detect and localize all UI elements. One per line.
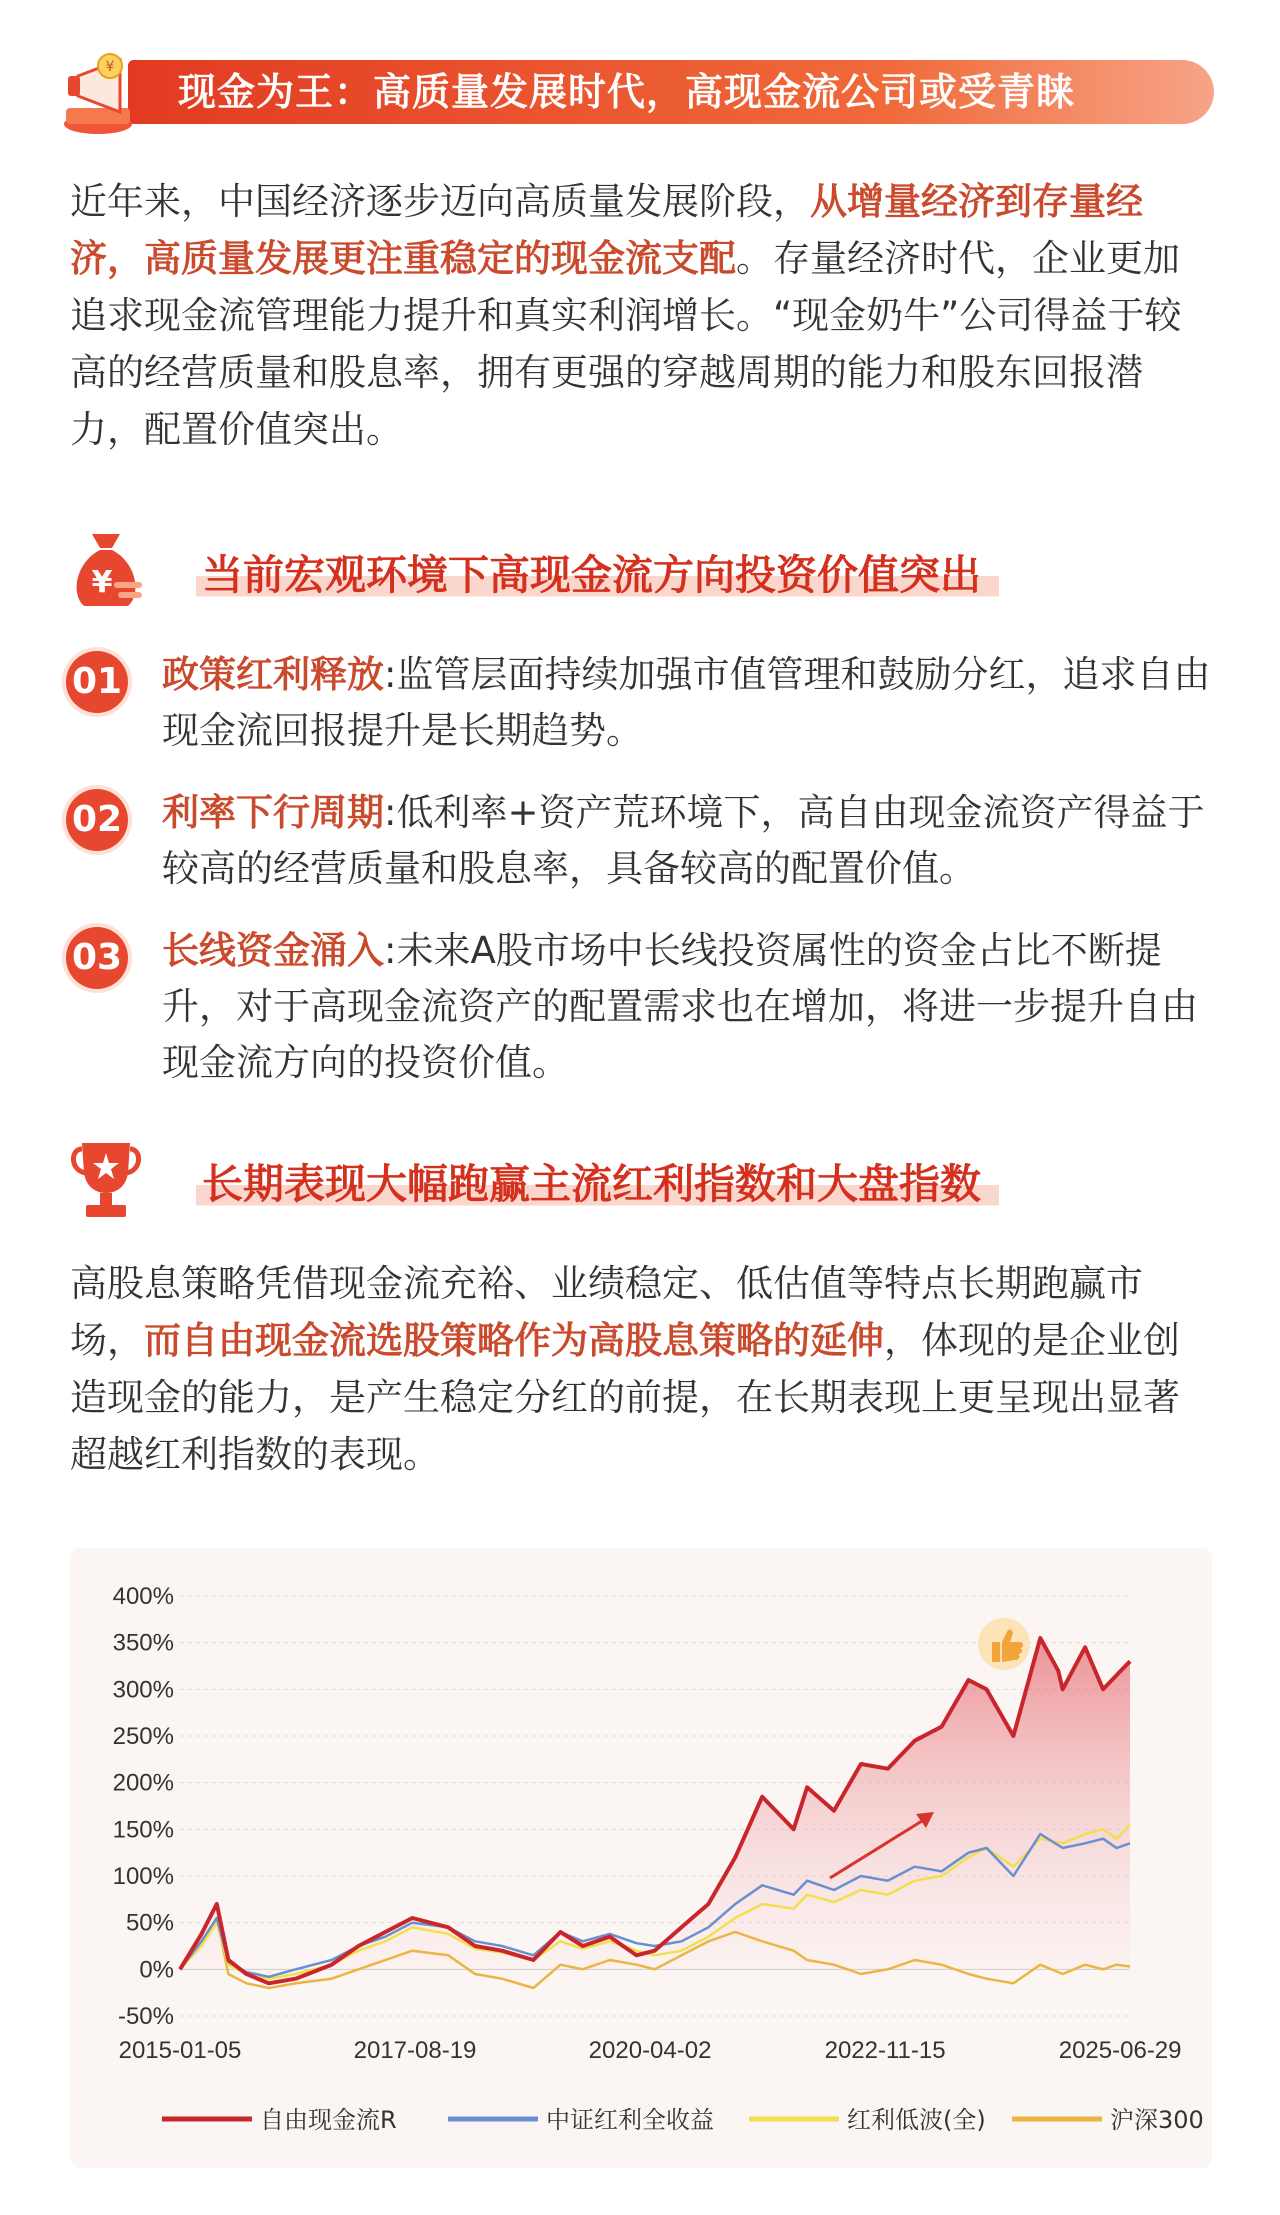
y-tick-label: 400% (112, 1583, 174, 1610)
y-tick-label: 200% (112, 1769, 174, 1797)
title-banner (58, 50, 1214, 134)
item-number-badge: 03 (66, 927, 128, 989)
trophy-icon (66, 1133, 146, 1223)
performance-line-chart (70, 1548, 1212, 2168)
y-tick-label: 300% (112, 1676, 174, 1704)
item-lead: 长线资金涌入 (162, 929, 384, 972)
legend-label: 自由现金流R (260, 2106, 397, 2134)
item-body (162, 785, 1212, 897)
item-body (162, 647, 1212, 759)
list-item (66, 785, 1216, 897)
section-1-heading (66, 524, 1226, 614)
intro-text-post: 。存量经济时代，企业更加追求现金流管理能力提升和真实利润增长。“现金奶牛”公司得益于较高的经营质量和股息率，拥有更强的穿越周期的能力和股东回报潜力，配置价值突出。 (70, 237, 1182, 451)
section-1-title: 当前宏观环境下高现金流方向投资价值突出 (196, 542, 999, 601)
y-tick-label: 100% (112, 1863, 174, 1890)
y-tick-label: 250% (112, 1723, 174, 1750)
section-2-text-pre: 高股息策略凭借现金流充裕、业绩稳定、低估值等特点长期跑赢市场， (70, 1262, 1143, 1362)
item-number-badge: 01 (66, 651, 128, 713)
item-text: :低利率+资产荒环境下，高自由现金流资产得益于较高的经营质量和股息率，具备较高的配置价值。 (162, 791, 1205, 890)
y-tick-label: 150% (112, 1816, 174, 1844)
y-tick-label: 50% (125, 1909, 174, 1937)
item-number-badge: 02 (66, 789, 128, 851)
intro-text-pre: 近年来，中国经济逐步迈向高质量发展阶段， (70, 180, 810, 223)
section-2-heading (66, 1133, 1226, 1223)
list-item (66, 647, 1216, 759)
svg-text:¥: ¥ (91, 565, 113, 600)
x-tick-label: 2025-06-29 (1058, 2037, 1182, 2064)
y-tick-label: -50% (117, 2003, 174, 2030)
section-2-title: 长期表现大幅跑赢主流红利指数和大盘指数 (196, 1151, 999, 1210)
intro-paragraph (70, 173, 1210, 458)
y-tick-label: 0% (139, 1956, 174, 1984)
legend-label: 红利低波(全) (847, 2106, 986, 2134)
legend-label: 中证红利全收益 (546, 2106, 714, 2134)
item-text: :未来A股市场中长线投资属性的资金占比不断提升，对于高现金流资产的配置需求也在增加，将进一步提升自由现金流方向的投资价值。 (162, 929, 1198, 1084)
x-tick-label: 2015-01-05 (118, 2037, 242, 2064)
x-tick-label: 2017-08-19 (353, 2037, 477, 2064)
money-megaphone-icon (58, 50, 154, 140)
section-2-text-post: ，体现的是企业创造现金的能力，是产生稳定分红的前提，在长期表现上更呈现出显著超越红利指数的表现。 (70, 1319, 1180, 1476)
section-2-paragraph (70, 1255, 1210, 1483)
legend-label: 沪深300 (1110, 2106, 1204, 2134)
item-lead: 利率下行周期 (162, 791, 384, 834)
money-bag-icon (66, 524, 146, 614)
x-tick-label: 2020-04-02 (588, 2037, 712, 2064)
thumbs-up-icon (978, 1618, 1030, 1670)
intro-highlight: 从增量经济到存量经济，高质量发展更注重稳定的现金流支配 (70, 180, 1143, 280)
item-text: :监管层面持续加强市值管理和鼓励分红，追求自由现金流回报提升是长期趋势。 (162, 653, 1211, 752)
y-tick-label: 350% (112, 1629, 174, 1657)
x-tick-label: 2022-11-15 (824, 2037, 946, 2064)
banner-title: 现金为王：高质量发展时代，高现金流公司或受青睐 (178, 70, 1076, 114)
section-2-highlight: 而自由现金流选股策略作为高股息策略的延伸 (144, 1319, 884, 1362)
list-item (66, 923, 1216, 1093)
item-body (162, 923, 1212, 1091)
item-lead: 政策红利释放 (162, 653, 384, 696)
svg-text:¥: ¥ (105, 59, 115, 75)
